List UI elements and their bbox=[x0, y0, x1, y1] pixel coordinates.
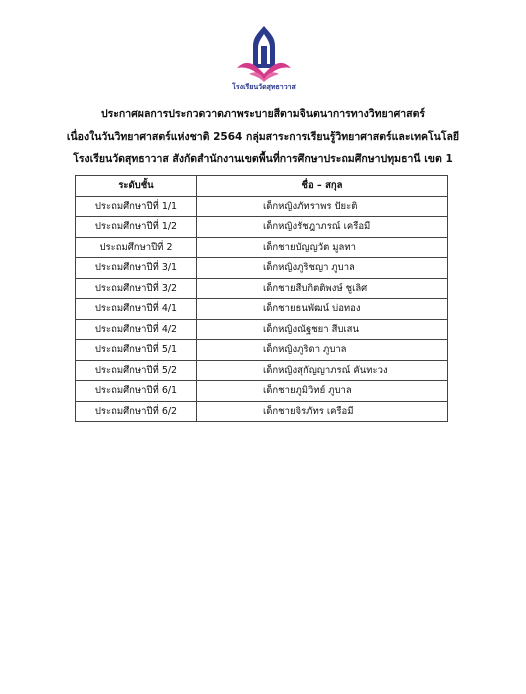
table-row bbox=[76, 217, 448, 238]
school-emblem-icon bbox=[227, 24, 301, 82]
student-name-cell: เด็กหญิงสุกัญญาภรณ์ คันทะวง bbox=[197, 360, 448, 381]
table-row bbox=[76, 360, 448, 381]
student-name-cell: เด็กหญิงณัฐชยา สีบเสน bbox=[197, 319, 448, 340]
announcement-title: ประกาศผลการประกวดวาดภาพระบายสีตามจินตนาการทางวิทยาศาสตร์ bbox=[100, 108, 426, 120]
table-row bbox=[76, 299, 448, 320]
grade-level-cell: ประถมศึกษาปีที่ 3/2 bbox=[76, 278, 197, 299]
table-row bbox=[76, 196, 448, 217]
school-logo bbox=[227, 24, 301, 91]
student-name-cell: เด็กชายภูมิวิทย์ ภูบาล bbox=[197, 381, 448, 402]
student-name-cell: เด็กชายธนพัฒน์ บ่อทอง bbox=[197, 299, 448, 320]
winners-table bbox=[75, 175, 448, 422]
student-name-cell: เด็กหญิงรัชฎาภรณ์ เครือมี bbox=[197, 217, 448, 238]
grade-level-cell: ประถมศึกษาปีที่ 6/1 bbox=[76, 381, 197, 402]
table-row bbox=[76, 401, 448, 422]
table-row bbox=[76, 340, 448, 361]
column-header-name: ชื่อ – สกุล bbox=[197, 176, 448, 197]
student-name-cell: เด็กชายสืบกิตติพงษ์ ชูเลิศ bbox=[197, 278, 448, 299]
student-name-cell: เด็กหญิงภูริดา ภูบาล bbox=[197, 340, 448, 361]
student-name-cell: เด็กชายจิรภัทร เครือมี bbox=[197, 401, 448, 422]
grade-level-cell: ประถมศึกษาปีที่ 5/2 bbox=[76, 360, 197, 381]
table-row bbox=[76, 381, 448, 402]
announcement-subtitle: เนื่องในวันวิทยาศาสตร์แห่งชาติ 2564 กลุ่มสาระการเรียนรู้วิทยาศาสตร์และเทคโนโลยี bbox=[66, 131, 460, 143]
table-row bbox=[76, 237, 448, 258]
grade-level-cell: ประถมศึกษาปีที่ 3/1 bbox=[76, 258, 197, 279]
table-row bbox=[76, 319, 448, 340]
grade-level-cell: ประถมศึกษาปีที่ 1/1 bbox=[76, 196, 197, 217]
table-header-row bbox=[76, 176, 448, 197]
grade-level-cell: ประถมศึกษาปีที่ 1/2 bbox=[76, 217, 197, 238]
column-header-level: ระดับชั้น bbox=[76, 176, 197, 197]
table-row bbox=[76, 258, 448, 279]
school-affiliation: โรงเรียนวัดสุทธาวาส สังกัดสำนักงานเขตพื้นที่การศึกษาประถมศึกษาปทุมธานี เขต 1 bbox=[73, 153, 453, 165]
student-name-cell: เด็กหญิงภัทราพร ปัยะติ bbox=[197, 196, 448, 217]
grade-level-cell: ประถมศึกษาปีที่ 6/2 bbox=[76, 401, 197, 422]
grade-level-cell: ประถมศึกษาปีที่ 4/1 bbox=[76, 299, 197, 320]
student-name-cell: เด็กหญิงภูริชญา ภูบาล bbox=[197, 258, 448, 279]
grade-level-cell: ประถมศึกษาปีที่ 5/1 bbox=[76, 340, 197, 361]
student-name-cell: เด็กชายบัญญวัต มูลทา bbox=[197, 237, 448, 258]
grade-level-cell: ประถมศึกษาปีที่ 2 bbox=[76, 237, 197, 258]
table-row bbox=[76, 278, 448, 299]
grade-level-cell: ประถมศึกษาปีที่ 4/2 bbox=[76, 319, 197, 340]
logo-text: โรงเรียนวัดสุทธาวาส bbox=[232, 83, 296, 91]
